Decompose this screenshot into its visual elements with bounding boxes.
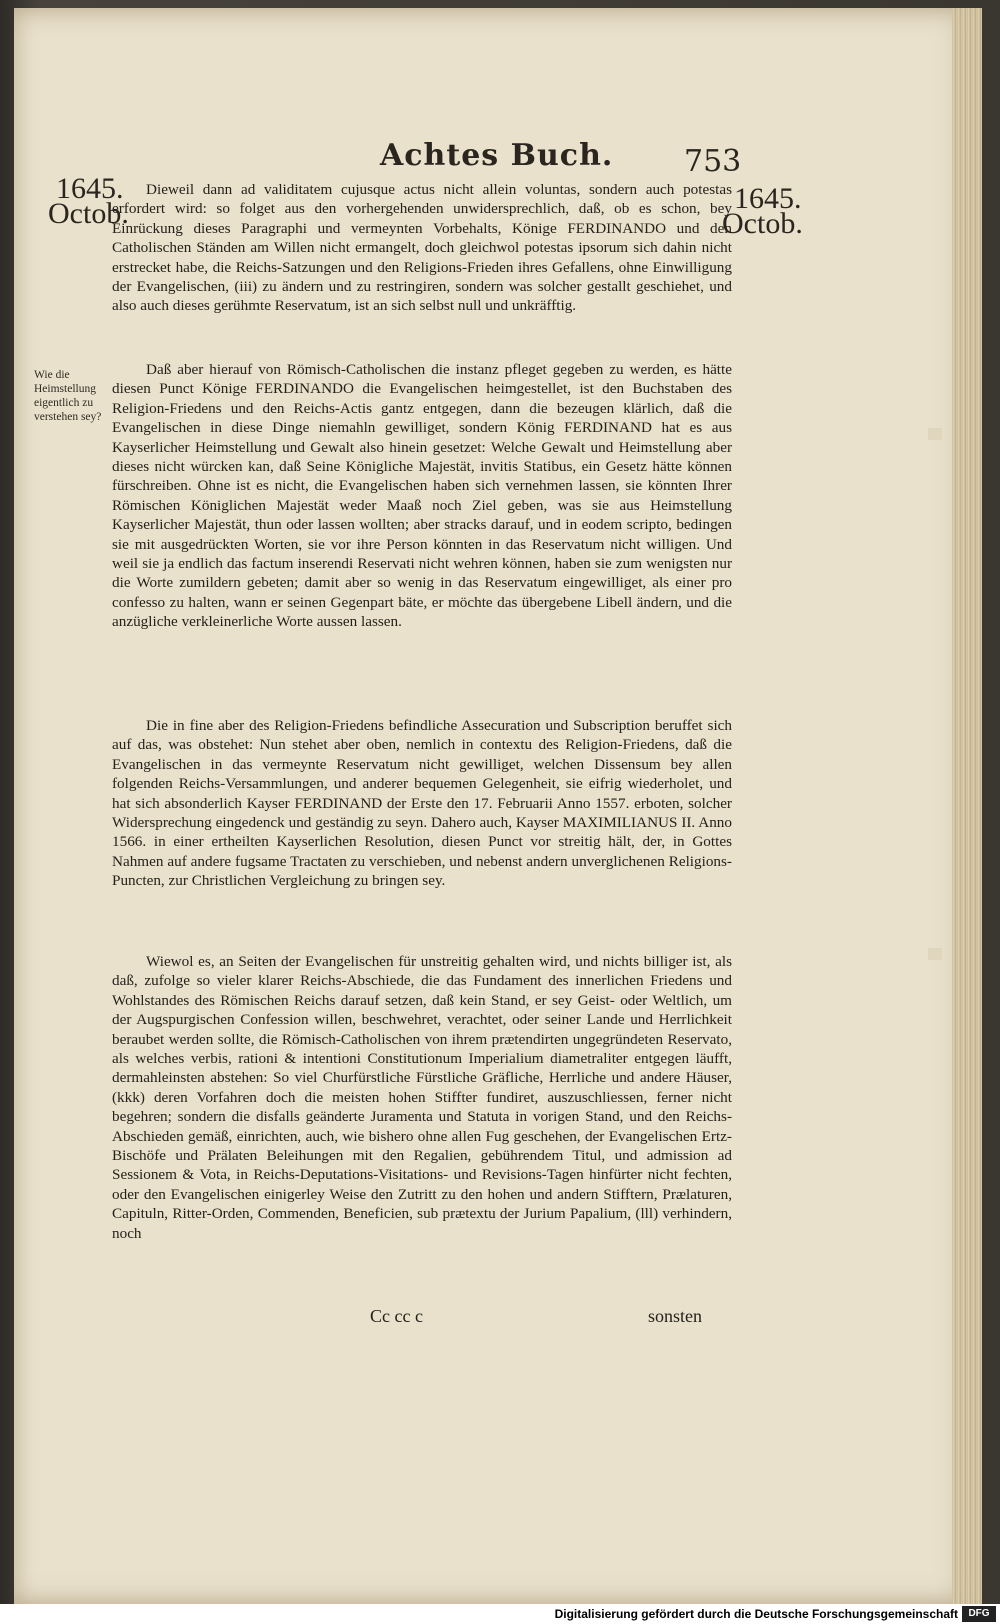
- paragraph-text: Die in fine aber des Religion-Friedens befindliche Assecuration und Subscription beruffet sich auf das, was obstehet: Nun stehet aber oben, nemlich in contextu des Religion-Friedens, daß die Evangelischen in das vermeynte Reservatum nicht gewilliget, welchen Dissensum bey allen folgenden Reichs-Versammlungen, und anderer bequemen Gelegenheit, sie eifrig wiederholet, und hat sich absonderlich Kayser FERDINAND der Erste den 17. Februarii Anno 1557. erboten, solcher Widersprechung eingedenck und geständig zu seyn. Dahero auch, Kayser MAXIMILIANUS II. Anno 1566. in einer ertheilten Kayserlichen Resolution, diesen Punct vor streitig hält, der, in Gottes Nahmen auf andere fugsame Tractaten zu verschieben, und nebenst andern unverglichenen Religions-Puncten, zur Christlichen Vergleichung zu bringen sey.: [112, 717, 732, 890]
- paragraph-text: Dieweil dann ad validitatem cujusque actus nicht allein voluntas, sondern auch potestas erfordert wird: so folget aus den vorhergehenden unwidersprechlich, daß, ob es schon, bey Einrückung dieses Paragraphi und vermeynten Vorbehalts, Könige FERDINANDO und den Catholischen Ständen am Willen nicht ermangelt, doch gleichwol potestas ipsorum sich dahin nicht erstrecket habe, die Reichs-Satzungen und den Religions-Frieden ihres Gefallens, ohne Einwilligung der Evangelischen, (iii) zu ändern und zu restringiren, sondern was solcher gestallt geschiehet, und also auch dieses gerühmte Reservatum, ist an sich selbst null und unkräfftig.: [112, 181, 732, 315]
- running-title: Achtes Buch.: [380, 138, 614, 173]
- margin-note: Wie die Heimstellung eigentlich zu verstehen sey?: [34, 369, 102, 423]
- paragraph-1: [112, 180, 732, 316]
- paper-strip: [928, 948, 942, 960]
- paragraph-text: Wiewol es, an Seiten der Evangelischen für unstreitig gehalten wird, und nichts billiger ist, als daß, zufolge so vieler klarer Reichs-Abschiede, die das Fundament des innerlichen Friedens und Wohlstandes des Römischen Reichs darauf setzen, daß kein Stand, er sey Geist- oder Weltlich, um der Augspurgischen Confession willen, beschwehret, verachtet, oder seiner Lande und Herrlichkeit beraubet werden sollte, die Römisch-Catholischen von ihrem prætendirten ungegründeten Reservato, als welches verbis, rationi & intentioni Constitutionum Imperialium diametraliter entgegen läufft, dermahleinsten abstehen: So viel Churfürstliche Fürstliche Gräfliche, Herrliche und andere Häuser, (kkk) deren Vorfahren doch die meisten hohen Stiffter fundiret, auszuschliessen, ferner nicht begehren; sondern die disfalls geänderte Juramenta und Statuta in vorigen Stand, und den Reichs-Abschieden gemäß, einrichten, auch, wie bishero ohne allen Fug geschehen, der Evangelischen Ertz-Bischöfe und Prälaten Beleihungen mit den Regalien, gebührendem Titul, und admission ad Sessionem & Vota, in Reichs-Deputations-Visitations- und Revisions-Tagen hinfürter nicht fechten, oder den Evangelischen einigerley Weise den Zutritt zu den hohen und andern Stifftern, Prælaturen, Capituln, Ritter-Orden, Commenden, Beneficien, sub prætextu der Jurium Papalium, (lll) verhindern, noch: [112, 953, 732, 1242]
- footer-bar: [0, 1604, 1000, 1624]
- year-left: 1645.: [56, 172, 124, 205]
- month-left: Octob.: [48, 197, 129, 230]
- page-header: [60, 132, 760, 180]
- month-right: Octob.: [722, 207, 803, 240]
- page-number: 753: [684, 144, 742, 179]
- year-right: 1645.: [734, 182, 802, 215]
- signature-mark: Cc cc c: [370, 1306, 423, 1326]
- paragraph-2: [112, 360, 732, 632]
- paragraph-4: [112, 952, 732, 1243]
- paper-strip: [928, 428, 942, 440]
- dfg-logo[interactable]: DFG: [962, 1606, 996, 1622]
- page-edge: [952, 8, 982, 1604]
- footer-credit: Digitalisierung gefördert durch die Deutsche Forschungsgemeinschaft: [554, 1607, 958, 1621]
- paragraph-3: [112, 716, 732, 891]
- paragraph-text: Daß aber hierauf von Römisch-Catholischen die instanz pfleget gegeben zu werden, es hätte diesen Punct Könige FERDINANDO die Evangelischen heimgestellet, ist den Buchstaben des Religion-Friedens und den Reichs-Actis gantz entgegen, dann die bezeugen klärlich, daß die Evangelischen in diese Dinge niemahln gewilliget, sondern König FERDINAND hat es aus Kayserlicher Heimstellung und Gewalt also hinein gesetzet: Welche Gewalt und Heimstellung aber dieses nicht würcken kan, daß Seine Königliche Majestät, invitis Statibus, ein Gesetz hätte können fürschreiben. Ohne ist es nicht, die Evangelischen haben sich vernehmen lassen, sie könnten Ihrer Römischen Königlichen Majestät weder Maaß noch Ziel geben, was sie aus Heimstellung Kayserlicher Majestät, thun oder lassen wollten; aber stracks darauf, und in eodem scripto, bedingen sie mit ausgedrückten Worten, sie vor ihre Person könnten in das Reservatum nicht willigen. Und weil sie ja endlich das factum inserendi Reservati nicht wehren können, haben sie zum wenigsten nur die Worte zumildern gebeten; damit aber so wenig in das Reservatum eingewilliget, als einer pro confesso zu halten, wann er seinen Gegenpart bäte, er möchte das übergebene Libell ändern, und die anzügliche verkleinerliche Worte aussen lassen.: [112, 361, 732, 631]
- catchword: sonsten: [648, 1306, 702, 1326]
